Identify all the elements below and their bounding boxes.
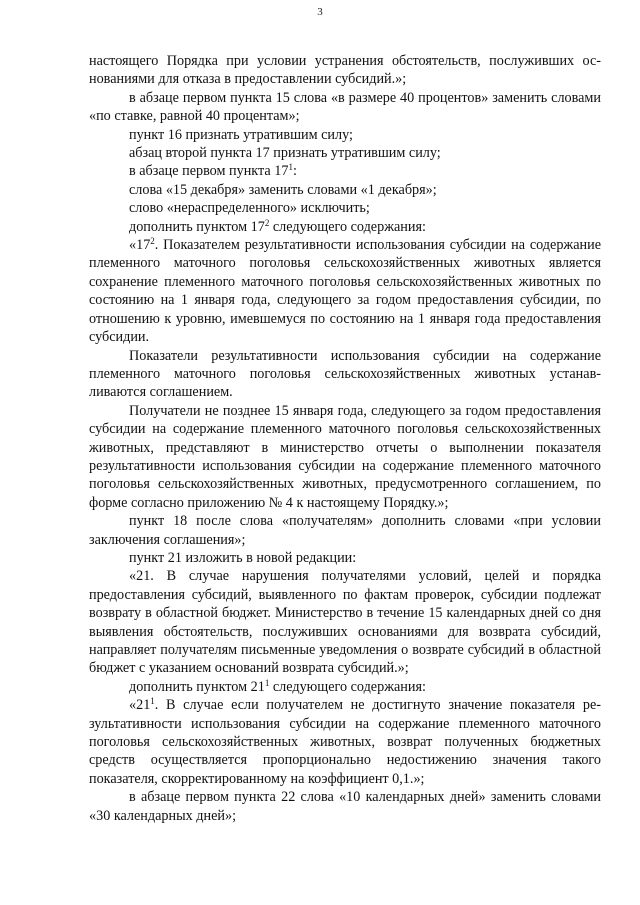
paragraph-text: настоящего Порядка при условии устранения обстоятельств, послуживших основаниями для отказа в предоставлении субсидий.»;: [89, 53, 601, 88]
paragraph-text: «21: [129, 697, 151, 714]
paragraph-text: дополнить пунктом 21: [129, 678, 265, 695]
paragraph-text: следующего содержания:: [269, 218, 426, 235]
paragraph: [89, 126, 601, 144]
paragraph: [89, 567, 601, 677]
superscript: 1: [150, 696, 155, 707]
superscript: 2: [150, 236, 155, 247]
paragraph: [89, 162, 601, 180]
page-number: 3: [317, 6, 323, 18]
paragraph-text: «21. В случае нарушения получателями условий, целей и порядка предоставления субсидий, выявленного по фактам проверок, субсидии подлежат возврату в областной бюджет. Министерство в течение 15 календарных дней со дня выявления обстоятельств, послуживших основаниями для возврата субсидий, направляет получателям письменные уведомления о возврате субсидий в областной бюджет с указанием оснований возврата субсидий.»;: [89, 568, 601, 677]
paragraph-text: в абзаце первом пункта 15 слова «в размере 40 процентов» заменить словами «по ставке, равной 40 процентам»;: [89, 89, 601, 125]
paragraph-text: дополнить пунктом 17: [129, 218, 265, 235]
paragraph-text: :: [292, 163, 297, 180]
superscript: 1: [264, 677, 270, 688]
paragraph: [89, 696, 601, 788]
paragraph: [89, 549, 601, 567]
paragraph: [89, 678, 601, 696]
paragraph: [89, 52, 601, 89]
paragraph-text: слова «15 декабря» заменить словами «1 декабря»;: [129, 181, 437, 198]
superscript: 1: [288, 162, 293, 173]
paragraph: [89, 144, 601, 162]
paragraph: [89, 199, 601, 217]
paragraph-text: пункт 18 после слова «получателям» дополнить словами «при условии заключения соглашения»;: [89, 513, 601, 548]
paragraph: [89, 218, 601, 236]
paragraph: [89, 512, 601, 549]
document-body: [89, 52, 601, 825]
paragraph-text: в абзаце первом пункта 22 слова «10 календарных дней» заменить словами «30 календарных дней»;: [89, 789, 601, 824]
paragraph: [89, 402, 601, 512]
paragraph: [89, 181, 601, 199]
paragraph: [89, 347, 601, 402]
paragraph-text: абзац второй пункта 17 признать утратившим силу;: [129, 145, 441, 162]
paragraph-text: Показатели результативности использования субсидии на содержание племенного маточного поголовья сельскохозяйственных животных устанавливаются соглашением.: [89, 347, 601, 401]
paragraph-text: «17: [129, 237, 151, 254]
paragraph-text: Получатели не позднее 15 января года, следующего за годом предоставления субсидии на содержание племенного маточного поголовья сельскохозяйственных животных, представляют в министерство отчеты о выполнении показателя результативности использования субсидии на содержание племенного маточного поголовья сельскохозяйственных животных, предусмотренного соглашением, по форме согласно приложению № 4 к настоящему Порядку.»;: [89, 402, 601, 511]
paragraph-text: пункт 21 изложить в новой редакции:: [129, 549, 357, 566]
paragraph: [89, 89, 601, 126]
paragraph-text: . Показателем результативности использования субсидии на содержание племенного маточного поголовья сельскохозяйственных животных является сохранение племенного маточного поголовья сельскохозяйственных животных по состоянию на 1 января года, следующего за годом предоставления субсидии, по отношению к уровню, имевшемуся по состоянию на 1 января года предоставления субсидии.: [89, 237, 601, 346]
paragraph: [89, 236, 601, 346]
superscript: 2: [264, 217, 270, 228]
paragraph-text: слово «нераспределенного» исключить;: [129, 200, 370, 217]
paragraph-text: в абзаце первом пункта 17: [129, 163, 289, 180]
paragraph-text: пункт 16 признать утратившим силу;: [129, 126, 353, 143]
paragraph: [89, 788, 601, 825]
paragraph-text: следующего содержания:: [269, 678, 426, 695]
paragraph-text: . В случае если получателем не достигнуто значение показателя результативности использования субсидии на содержание племенного маточного поголовья сельскохозяйственных животных, возврат полученных бюджетных средств осуществляется пропорционально недостижению значения такого показателя, скорректированному на коэффициент 0,1.»;: [89, 697, 601, 787]
